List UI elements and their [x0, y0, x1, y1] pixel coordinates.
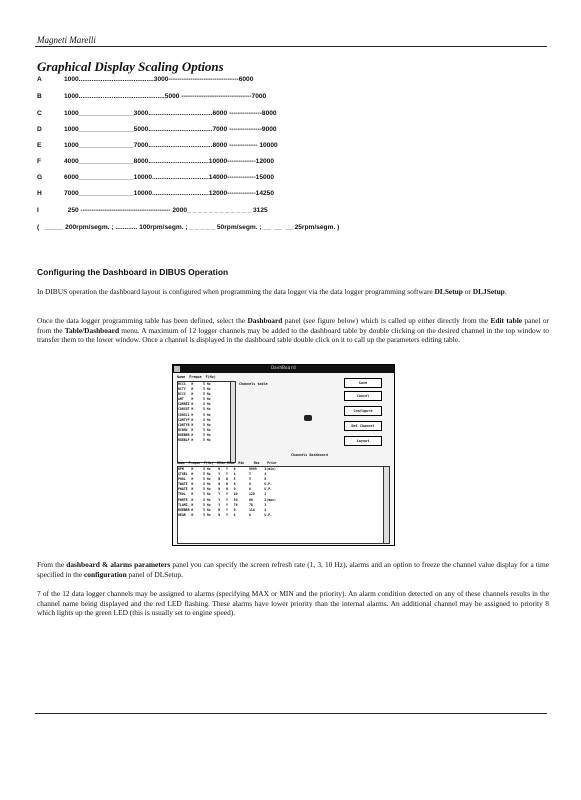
- dashboard-row[interactable]: TLAMZ H 5 Hz Y Y 76 78 3: [178, 502, 267, 507]
- channel-row[interactable]: CORREI H 5 Hz: [178, 402, 211, 407]
- footer-divider: [35, 713, 547, 714]
- channel-row[interactable]: RGEBRR H 5 Hz: [178, 432, 211, 437]
- scale-row-legend: [37, 224, 507, 236]
- row-scale: 7000_______________10000...............................12000-------------14250: [64, 190, 275, 197]
- dashboard-row[interactable]: GEAR H 5 Hz N Y 0 0 U.P.: [178, 512, 273, 517]
- section-title: Configuring the Dashboard in DIBUS Operation: [37, 267, 229, 277]
- row-scale: 1000_______________5000...................................7000 ---------------9000: [64, 126, 277, 133]
- row-letter: C: [37, 110, 42, 117]
- channel-row[interactable]: MCCS H 5 Hz: [178, 382, 211, 386]
- row-scale: 1000_______________3000...................................6000 ---------------8000: [64, 110, 277, 117]
- bold-term: DLJSetup: [472, 287, 505, 296]
- text-run: From the: [37, 560, 67, 569]
- dashboard-icon: [304, 415, 312, 421]
- dashboard-row[interactable]: PWRTR H 5 Hz Y Y 50 60 1(max): [178, 497, 276, 502]
- text-run: .: [504, 287, 507, 296]
- channel-row[interactable]: RCCS H 5 Hz: [178, 392, 211, 397]
- channel-row[interactable]: CORTYB H 5 Hz: [178, 422, 211, 427]
- bold-term: Edit table: [490, 316, 523, 325]
- dashboard-table-header: Name Freque F(Hz) RMin RMax Min Max Prior: [177, 461, 277, 465]
- row-letter: (: [37, 224, 40, 231]
- row-letter: G: [37, 174, 43, 181]
- paragraph-alarm-channels: 7 of the 12 data logger channels may be assigned to alarms (specifying MAX or MIN and the priority). An alarm condition detected on any of these channels results in the channel name being displayed and the red LED flashing. These alarms have lower priority than the internal alarms. An additional channel may be assigned to priority 8 which lights up the green LED (this is usually set to engine speed).: [37, 589, 549, 618]
- dashboard-row[interactable]: PWATE H 5 Hz N N 0 0 U.P.: [178, 487, 273, 492]
- row-scale: 6000_______________10000...............................14000-------------15000: [64, 174, 275, 181]
- row-letter: E: [37, 142, 42, 149]
- channels-table-label: Channels table: [239, 382, 268, 386]
- row-letter: A: [37, 76, 42, 83]
- row-scale: 1000_______________7000...................................8000 ------------- 10000: [64, 142, 278, 149]
- text-run: or: [462, 287, 473, 296]
- del-channel-button[interactable]: Del Channel: [344, 421, 382, 431]
- bold-term: Table/Dashboard: [64, 325, 120, 335]
- dashboard-row[interactable]: RGEBRR H 5 Hz N Y 0 110 4: [178, 507, 267, 512]
- channels-dashboard-label: Channels Dashboard: [291, 453, 328, 457]
- row-letter: H: [37, 190, 42, 197]
- save-button[interactable]: Save: [344, 378, 382, 388]
- dashboard-title: DashBoard: [271, 366, 296, 371]
- cancel-button[interactable]: Cancel: [344, 391, 382, 401]
- scale-row-h: [37, 190, 507, 202]
- dashboard-window: [172, 364, 395, 546]
- channel-row[interactable]: CORTYP H 5 Hz: [178, 417, 211, 422]
- scaling-title: Graphical Display Scaling Options: [37, 59, 224, 74]
- dashboard-row[interactable]: RPM H 5 Hz N Y 0 9999 1(min): [178, 467, 276, 471]
- channels-table-scrollbar[interactable]: [230, 381, 236, 463]
- scale-row-b: [37, 93, 507, 105]
- text-run: In DIBUS operation the dashboard layout is configured when programming the data logger via the data logger programming software: [37, 287, 435, 296]
- dashboard-row[interactable]: STGEL H 5 Hz Y Y 4 7 4: [178, 472, 267, 477]
- text-run: panel of DLSetup.: [126, 569, 183, 579]
- scale-row-a: [37, 76, 507, 88]
- channel-row[interactable]: AMT H 5 Hz: [178, 397, 211, 402]
- layout-button[interactable]: Layout: [344, 436, 382, 446]
- text-run: panel you can specify the screen refresh rate (1, 3, 10 Hz), alarms and an option to freeze the channel value display for a time specified in the: [37, 560, 549, 579]
- row-letter: B: [37, 93, 42, 100]
- channels-table-list[interactable]: [177, 381, 231, 463]
- configure-button[interactable]: Configure: [344, 406, 382, 416]
- row-letter: I: [37, 207, 39, 214]
- channel-row[interactable]: RCTY H 5 Hz: [178, 387, 211, 392]
- scale-row-f: [37, 158, 507, 170]
- channel-row[interactable]: RGEBLF H 5 Hz: [178, 438, 211, 443]
- dashboard-row[interactable]: PHOL H 5 Hz N N 5 5 0: [178, 477, 267, 482]
- dashboard-row[interactable]: TWATE H 5 Hz N N 0 0 U.P.: [178, 482, 273, 487]
- row-letter: D: [37, 126, 42, 133]
- row-scale: 1000...............................................5000 --------------------------------7000: [64, 93, 267, 100]
- channel-row[interactable]: CORCNT H 5 Hz: [178, 407, 211, 412]
- dashboard-row[interactable]: TROL H 5 Hz Y Y 40 120 2: [178, 492, 267, 497]
- bold-term: DLSetup: [434, 287, 463, 296]
- bold-term: configuration: [84, 569, 127, 579]
- text-run: panel or from the: [37, 316, 549, 335]
- paragraph-dashboard-setup: [37, 316, 549, 345]
- row-letter: F: [37, 158, 42, 165]
- text-run: menu. A maximum of 12 logger channels may be added to the dashboard table by double clicking on the desired channel in the top window to transfer them to the lower window. Once a channel is displayed in the dashboard table double click on it to call up the parameters editing table.: [37, 325, 549, 345]
- channels-table-header: Name Freque F(Hz): [177, 375, 216, 379]
- dashboard-table-scrollbar[interactable]: [383, 466, 390, 544]
- dashboard-titlebar: [173, 365, 394, 373]
- row-scale: _____ 200rpm/segm. ; ............ 100rpm/segm. ; _ _ _ _ _ 50rpm/segm. ; __ __ __ 25rpm/segm. ): [45, 224, 340, 231]
- paragraph-alarm-params: [37, 560, 549, 579]
- bold-term: dashboard & alarms parameters: [66, 560, 171, 569]
- scale-row-e: [37, 142, 507, 154]
- channel-row[interactable]: CORSCL H 5 Hz: [178, 412, 211, 417]
- dashboard-table-list[interactable]: [177, 466, 384, 544]
- row-scale: 1000.........................................3000--------------------------------6000: [64, 76, 254, 83]
- bold-term: Dashboard: [247, 316, 283, 325]
- scale-row-c: [37, 110, 507, 122]
- text-run: Once the data logger programming table has been defined, select the: [37, 316, 248, 325]
- row-scale: 4000_______________8000.................................10000-------------12000: [64, 158, 275, 165]
- scale-row-i: [37, 207, 507, 219]
- scale-row-g: [37, 174, 507, 186]
- page-header: Magneti Marelli: [37, 35, 96, 45]
- row-scale: 250 ----------------------------------------- 2000_ _ _ _ _ _ _ _ _ _ _ _ 3125: [64, 207, 268, 214]
- channel-row[interactable]: RCBNV H 5 Hz: [178, 427, 211, 432]
- scale-row-d: [37, 126, 507, 138]
- text-run: panel (see figure below) which is called up either directly from the: [282, 316, 491, 325]
- header-divider: [35, 46, 547, 47]
- paragraph-intro: [37, 287, 549, 297]
